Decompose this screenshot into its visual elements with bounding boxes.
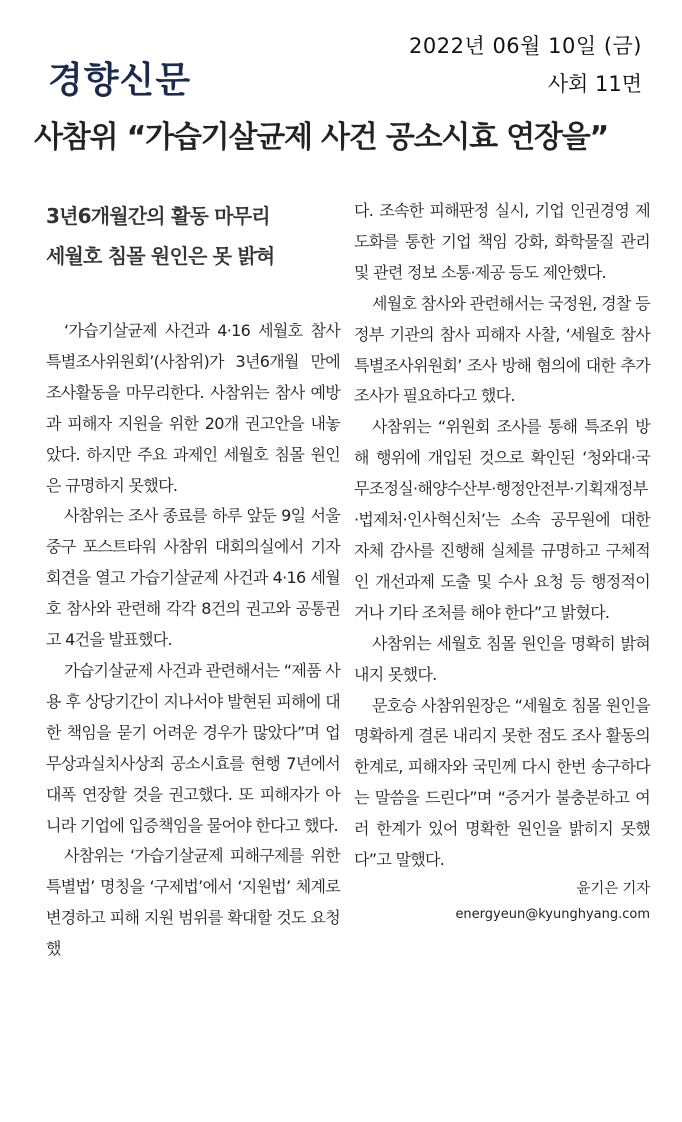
paragraph: 사참위는 세월호 침몰 원인을 명확히 밝혀내지 못했다. — [354, 633, 650, 684]
byline: 윤기은 기자 — [576, 880, 650, 897]
paragraph-continued: 다. 조속한 피해판정 실시, 기업 인권경영 제도화를 통한 기업 책임 강화, 화학물질 관리 및 관련 정보 소통·제공 등도 제안했다. — [354, 201, 650, 282]
paragraph: 문호승 사참위원장은 “세월호 침몰 원인을 명확하게 결론 내리지 못한 점도 조사 활동의 한계로, 피해자와 국민께 다시 한번 송구하다는 말씀을 드린다”며 “증거가 불충분하고 여러 한계가 있어 명확한 원인을 밝히지 못했다”고 말했다. — [354, 695, 650, 870]
section-page: 사회 11면 — [547, 72, 642, 96]
subhead-block — [46, 196, 340, 316]
paragraph: 가습기살균제 사건과 관련해서는 “제품 사용 후 상당기간이 지나서야 발현된 피해에 대한 책임을 묻기 어려운 경우가 많았다”며 업무상과실치사상죄 공소시효를 현행 7년에서 대폭 연장할 것을 권고했다. 또 피해자가 아니라 기업에 입증책임을 물어야 한다고 했다. — [46, 660, 340, 835]
publication-date: 2022년 06월 10일 (금) — [409, 34, 642, 58]
subhead-2: 세월호 침몰 원인은 못 밝혀 — [46, 244, 275, 268]
paragraph: 사참위는 조사 종료를 하루 앞둔 9일 서울 중구 포스트타워 사참위 대회의실에서 기자회견을 열고 가습기살균제 사건과 4·16 세월호 참사와 관련해 각각 8건의 권고와 공통권고 4건을 발표했다. — [46, 506, 340, 650]
right-column — [354, 196, 650, 928]
reporter-email: energyeun@kyunghyang.com — [455, 906, 650, 922]
paragraph: 사참위는 ‘가습기살균제 피해구제를 위한 특별법’ 명칭을 ‘구제법’에서 ‘지원법’ 체계로 변경하고 피해 지원 범위를 확대할 것도 요청했 — [46, 846, 340, 959]
left-column — [46, 196, 340, 965]
newspaper-logo: 경향신문 — [48, 60, 192, 101]
subhead-1: 3년6개월간의 활동 마무리 — [46, 204, 270, 228]
paragraph: 세월호 참사와 관련해서는 국정원, 경찰 등 정부 기관의 참사 피해자 사찰, ‘세월호 참사 특별조사위원회’ 조사 방해 혐의에 대한 추가 조사가 필요하다고 했다. — [354, 293, 650, 406]
paragraph: ‘가습기살균제 사건과 4·16 세월호 참사 특별조사위원회’(사참위)가 3년6개월 만에 조사활동을 마무리한다. 사참위는 참사 예방과 피해자 지원을 위한 20개 권고안을 내놓았다. 하지만 주요 과제인 세월호 침몰 원인은 규명하지 못했다. — [46, 321, 340, 495]
paragraph: 사참위는 “위원회 조사를 통해 특조위 방해 행위에 개입된 것으로 확인된 ‘청와대·국무조정실·해양수산부·행정안전부·기획재정부·법제처·인사혁신처’는 소속 공무원에 대한 자체 감사를 진행해 실체를 규명하고 구체적인 개선과제 도출 및 수사 요청 등 행정적이거나 기타 조처를 해야 한다”고 밝혔다. — [354, 417, 650, 622]
article-headline: 사참위 “가습기살균제 사건 공소시효 연장을” — [34, 120, 609, 155]
